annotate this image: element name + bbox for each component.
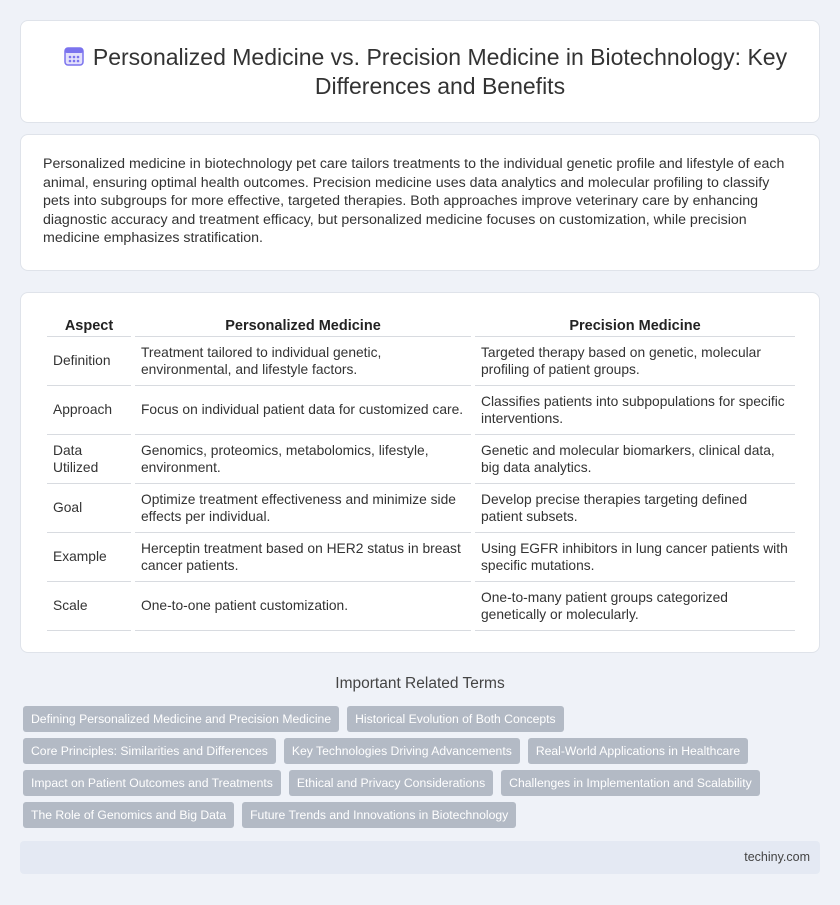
footer	[20, 841, 820, 874]
related-terms-list	[23, 706, 823, 828]
row-aspect: Approach	[47, 386, 131, 435]
related-terms-heading: Important Related Terms	[335, 675, 505, 692]
related-term-tag[interactable]: Impact on Patient Outcomes and Treatments	[23, 770, 281, 796]
page-title: Personalized Medicine vs. Precision Medicine in Biotechnology: Key Differences and Benefits	[92, 43, 788, 99]
row-personalized: Focus on individual patient data for customized care.	[135, 386, 471, 435]
related-term-tag[interactable]: The Role of Genomics and Big Data	[23, 802, 234, 828]
footer-site-link[interactable]: techiny.com	[744, 850, 810, 864]
table-row	[47, 386, 795, 435]
related-term-tag[interactable]: Ethical and Privacy Considerations	[289, 770, 493, 796]
row-aspect: Goal	[47, 484, 131, 533]
related-term-tag[interactable]: Challenges in Implementation and Scalability	[501, 770, 760, 796]
table-row	[47, 484, 795, 533]
row-precision: Classifies patients into subpopulations for specific interventions.	[475, 386, 795, 435]
related-term-tag[interactable]: Historical Evolution of Both Concepts	[347, 706, 564, 732]
row-aspect: Definition	[47, 337, 131, 386]
comparison-table	[43, 315, 799, 631]
row-aspect: Scale	[47, 582, 131, 631]
row-precision: Using EGFR inhibitors in lung cancer patients with specific mutations.	[475, 533, 795, 582]
table-row	[47, 533, 795, 582]
related-term-tag[interactable]: Real-World Applications in Healthcare	[528, 738, 748, 764]
row-precision: Targeted therapy based on genetic, molecular profiling of patient groups.	[475, 337, 795, 386]
row-precision: Develop precise therapies targeting defined patient subsets.	[475, 484, 795, 533]
related-term-tag[interactable]: Defining Personalized Medicine and Precision Medicine	[23, 706, 339, 732]
row-personalized: Treatment tailored to individual genetic, environmental, and lifestyle factors.	[135, 337, 471, 386]
row-personalized: Herceptin treatment based on HER2 status in breast cancer patients.	[135, 533, 471, 582]
row-personalized: Optimize treatment effectiveness and minimize side effects per individual.	[135, 484, 471, 533]
table-row	[47, 582, 795, 631]
row-aspect: Data Utilized	[47, 435, 131, 484]
related-term-tag[interactable]: Key Technologies Driving Advancements	[284, 738, 520, 764]
header-personalized: Personalized Medicine	[135, 315, 471, 337]
header-aspect: Aspect	[47, 315, 131, 337]
related-term-tag[interactable]: Future Trends and Innovations in Biotechnology	[242, 802, 516, 828]
table-row	[47, 337, 795, 386]
table-row	[47, 435, 795, 484]
title-card	[20, 20, 820, 123]
row-aspect: Example	[47, 533, 131, 582]
intro-card	[20, 134, 820, 271]
intro-paragraph: Personalized medicine in biotechnology pet care tailors treatments to the individual genetic profile and lifestyle of each animal, ensuring optimal health outcomes. Precision medicine uses data analytics and molecular profiling to classify pets into subgroups for more effective, targeted therapies. Both approaches improve veterinary care by enhancing diagnostic accuracy and treatment efficacy, but personalized medicine focuses on customization, while precision medicine emphasizes stratification.	[43, 156, 785, 246]
comparison-card	[20, 292, 820, 653]
related-term-tag[interactable]: Core Principles: Similarities and Differences	[23, 738, 276, 764]
table-header-row	[47, 315, 795, 337]
row-precision: One-to-many patient groups categorized genetically or molecularly.	[475, 582, 795, 631]
header-precision: Precision Medicine	[475, 315, 795, 337]
row-personalized: Genomics, proteomics, metabolomics, lifestyle, environment.	[135, 435, 471, 484]
row-precision: Genetic and molecular biomarkers, clinical data, big data analytics.	[475, 435, 795, 484]
row-personalized: One-to-one patient customization.	[135, 582, 471, 631]
